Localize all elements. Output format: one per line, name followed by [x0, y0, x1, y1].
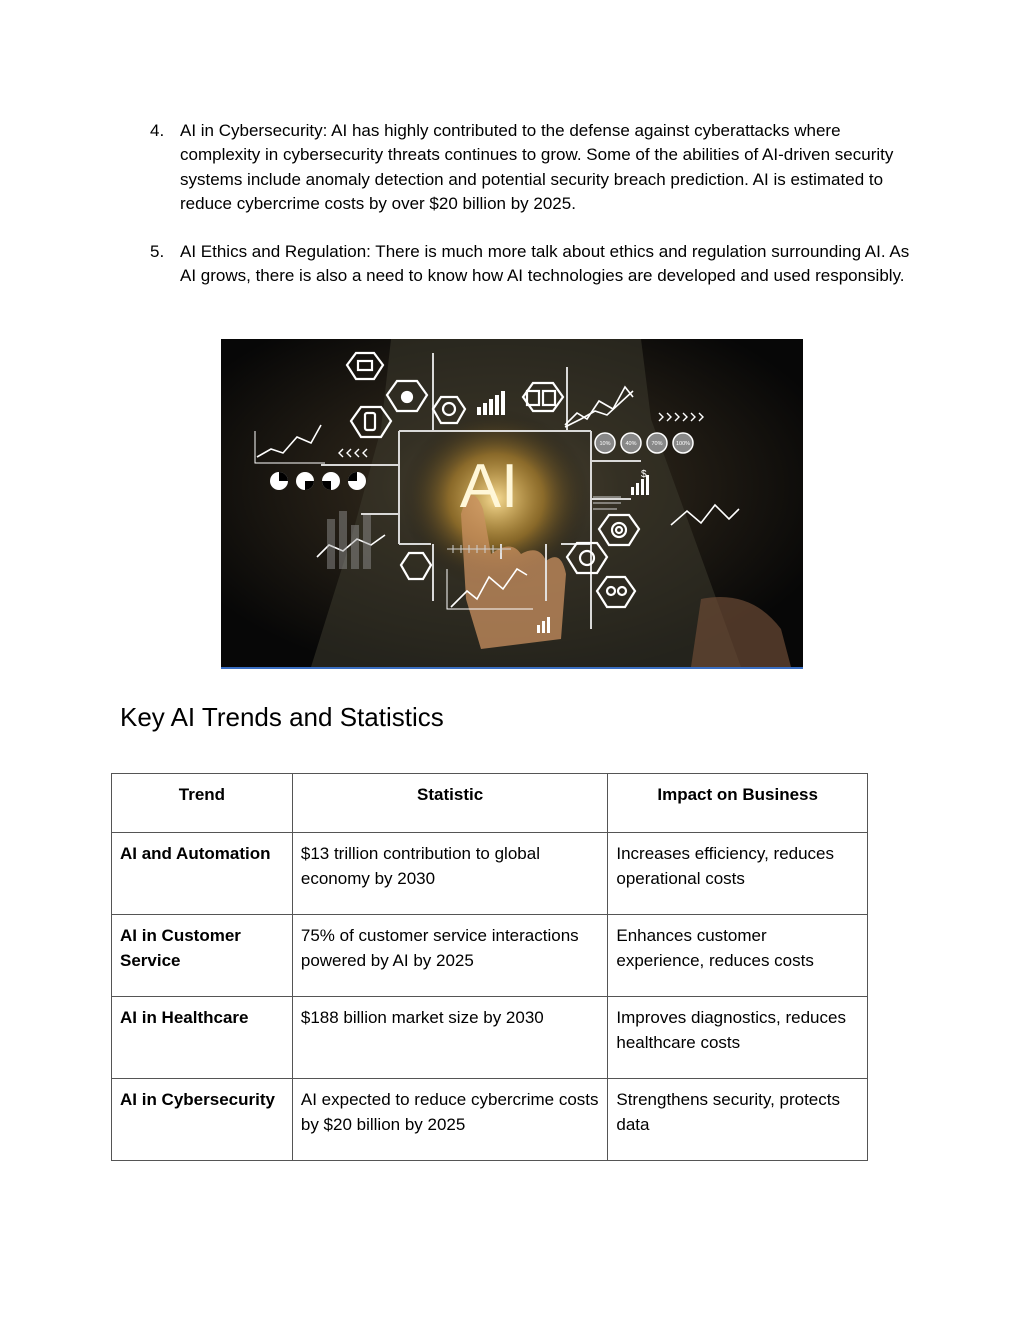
table-row: [112, 1079, 868, 1161]
progress-label: 70%: [651, 441, 663, 447]
statistic-cell: $13 trillion contribution to global economy by 2030: [292, 833, 607, 915]
trend-cell: AI and Automation: [112, 833, 293, 915]
impact-cell: Enhances customer experience, reduces costs: [608, 915, 868, 997]
list-text: AI in Cybersecurity: AI has highly contributed to the defense against cyberattacks where complexity in cybersecurity threats continues to grow. Some of the abilities of AI-driven security systems include anomaly detection and potential security breach prediction. AI is estimated to reduce cybercrime costs by over $20 billion by 2025.: [180, 121, 894, 213]
column-header-statistic: Statistic: [292, 774, 607, 833]
column-header-impact: Impact on Business: [608, 774, 868, 833]
ai-hero-image: [221, 339, 803, 669]
trend-cell: AI in Healthcare: [112, 997, 293, 1079]
trend-cell: AI in Customer Service: [112, 915, 293, 997]
list-number: 4.: [150, 121, 165, 140]
list-item: [150, 240, 910, 289]
trend-cell: AI in Cybersecurity: [112, 1079, 293, 1161]
dollar-sign: $: [641, 469, 647, 480]
list-item: [150, 119, 910, 216]
table-row: [112, 915, 868, 997]
section-title: Key AI Trends and Statistics: [120, 702, 444, 732]
statistic-cell: AI expected to reduce cybercrime costs by $20 billion by 2025: [292, 1079, 607, 1161]
trends-table: [111, 773, 868, 1161]
ai-illustration: [221, 339, 803, 667]
impact-cell: Improves diagnostics, reduces healthcare costs: [608, 997, 868, 1079]
progress-label: 40%: [625, 441, 637, 447]
progress-label: 10%: [599, 441, 611, 447]
numbered-list: [150, 119, 910, 313]
table-header-row: [112, 774, 868, 833]
impact-cell: Strengthens security, protects data: [608, 1079, 868, 1161]
column-header-trend: Trend: [112, 774, 293, 833]
progress-label: 100%: [675, 441, 691, 447]
ai-center-label: AI: [459, 452, 519, 521]
list-text: AI Ethics and Regulation: There is much more talk about ethics and regulation surrounding AI. As AI grows, there is also a need to know how AI technologies are developed and used responsibly.: [180, 242, 910, 286]
table-row: [112, 997, 868, 1079]
list-number: 5.: [150, 242, 165, 262]
table-row: [112, 833, 868, 915]
statistic-cell: 75% of customer service interactions powered by AI by 2025: [292, 915, 607, 997]
impact-cell: Increases efficiency, reduces operational costs: [608, 833, 868, 915]
statistic-cell: $188 billion market size by 2030: [292, 997, 607, 1079]
